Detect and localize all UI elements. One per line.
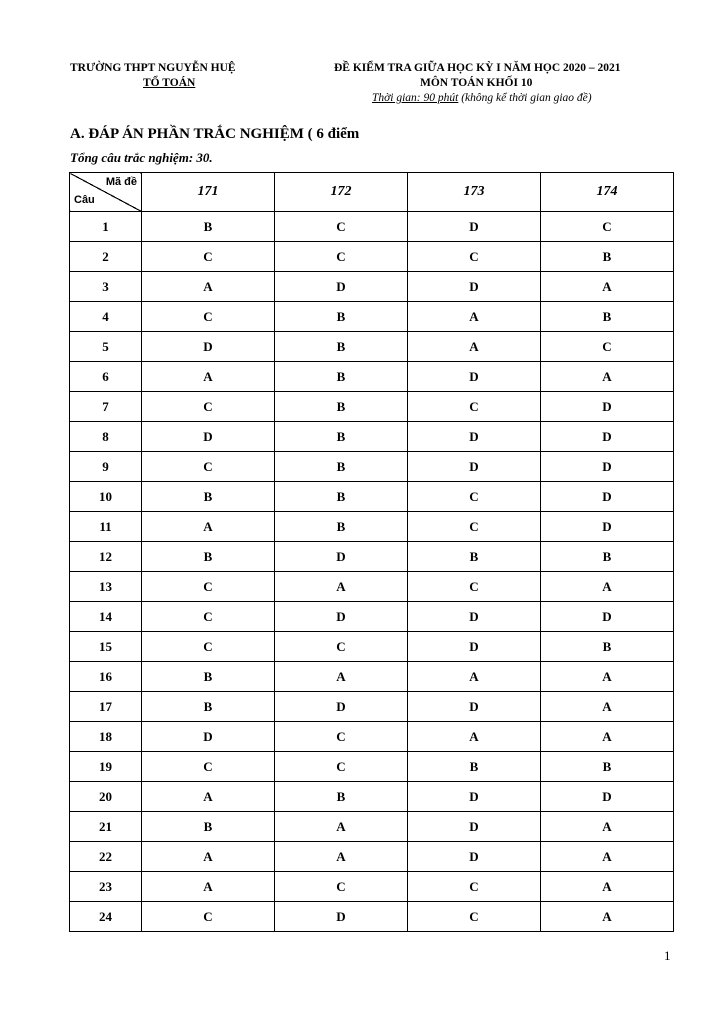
page-number: 1 xyxy=(664,948,671,963)
question-number: 6 xyxy=(70,362,142,392)
question-number: 11 xyxy=(70,512,142,542)
question-number: 18 xyxy=(70,722,142,752)
answer-cell: B xyxy=(541,542,674,572)
school-name: TRƯỜNG THPT NGUYỄN HUỆ xyxy=(70,62,236,74)
table-row xyxy=(70,542,674,572)
answer-cell: A xyxy=(541,842,674,872)
answer-cell: A xyxy=(275,842,408,872)
answer-cell: B xyxy=(275,482,408,512)
table-row xyxy=(70,482,674,512)
answer-cell: A xyxy=(142,842,275,872)
answer-cell: D xyxy=(541,782,674,812)
answer-cell: A xyxy=(541,362,674,392)
table-row xyxy=(70,422,674,452)
answer-cell: C xyxy=(275,722,408,752)
answer-cell: D xyxy=(408,632,541,662)
answer-cell: B xyxy=(408,752,541,782)
answer-cell: A xyxy=(541,872,674,902)
answer-cell: B xyxy=(142,812,275,842)
table-row xyxy=(70,452,674,482)
answer-cell: B xyxy=(541,752,674,782)
answer-cell: A xyxy=(408,332,541,362)
answer-cell: C xyxy=(275,212,408,242)
answer-cell: C xyxy=(142,392,275,422)
table-row xyxy=(70,692,674,722)
table-row xyxy=(70,662,674,692)
answer-cell: D xyxy=(142,332,275,362)
answer-cell: A xyxy=(541,812,674,842)
section-title: A. ĐÁP ÁN PHẦN TRẮC NGHIỆM ( 6 điểm xyxy=(70,126,360,142)
table-row xyxy=(70,782,674,812)
answer-cell: C xyxy=(275,752,408,782)
answer-cell: B xyxy=(275,422,408,452)
table-row xyxy=(70,842,674,872)
code-header: 173 xyxy=(408,173,541,212)
question-number: 19 xyxy=(70,752,142,782)
answer-cell: B xyxy=(275,302,408,332)
answer-cell: C xyxy=(275,632,408,662)
answer-cell: A xyxy=(541,572,674,602)
answer-cell: B xyxy=(142,542,275,572)
corner-label-code: Mã đề xyxy=(105,176,137,188)
table-row xyxy=(70,752,674,782)
question-number: 23 xyxy=(70,872,142,902)
answer-table-body xyxy=(70,212,674,932)
table-row xyxy=(70,632,674,662)
answer-cell: D xyxy=(541,452,674,482)
question-number: 12 xyxy=(70,542,142,572)
answer-cell: C xyxy=(408,482,541,512)
answer-table xyxy=(69,172,674,932)
question-number: 14 xyxy=(70,602,142,632)
table-row xyxy=(70,332,674,362)
question-number: 15 xyxy=(70,632,142,662)
answer-cell: A xyxy=(541,662,674,692)
answer-cell: D xyxy=(408,692,541,722)
answer-cell: B xyxy=(142,482,275,512)
table-row xyxy=(70,362,674,392)
answer-cell: D xyxy=(541,512,674,542)
answer-cell: A xyxy=(142,512,275,542)
answer-cell: B xyxy=(142,212,275,242)
table-row xyxy=(70,512,674,542)
answer-cell: B xyxy=(275,452,408,482)
answer-cell: D xyxy=(408,422,541,452)
answer-cell: C xyxy=(408,242,541,272)
question-number: 24 xyxy=(70,902,142,932)
table-row xyxy=(70,872,674,902)
answer-cell: D xyxy=(408,602,541,632)
table-row xyxy=(70,572,674,602)
answer-cell: B xyxy=(275,392,408,422)
answer-cell: D xyxy=(275,602,408,632)
table-row xyxy=(70,242,674,272)
code-header: 174 xyxy=(541,173,674,212)
answer-cell: B xyxy=(408,542,541,572)
table-row xyxy=(70,212,674,242)
answer-cell: D xyxy=(541,422,674,452)
table-row xyxy=(70,902,674,932)
total-questions: Tổng câu trắc nghiệm: 30. xyxy=(70,150,213,165)
answer-cell: A xyxy=(408,662,541,692)
exam-time-note: (không kể thời gian giao đề) xyxy=(458,92,592,104)
answer-cell: C xyxy=(142,302,275,332)
answer-cell: C xyxy=(142,752,275,782)
question-number: 8 xyxy=(70,422,142,452)
answer-cell: D xyxy=(142,722,275,752)
answer-cell: C xyxy=(275,872,408,902)
answer-cell: C xyxy=(275,242,408,272)
answer-cell: C xyxy=(408,872,541,902)
answer-cell: C xyxy=(541,212,674,242)
answer-cell: A xyxy=(142,782,275,812)
answer-cell: A xyxy=(408,722,541,752)
table-header-row xyxy=(70,173,674,212)
question-number: 4 xyxy=(70,302,142,332)
answer-cell: A xyxy=(142,272,275,302)
answer-cell: C xyxy=(142,632,275,662)
answer-cell: C xyxy=(408,902,541,932)
answer-cell: C xyxy=(541,332,674,362)
answer-cell: D xyxy=(275,272,408,302)
question-number: 3 xyxy=(70,272,142,302)
answer-cell: D xyxy=(275,692,408,722)
table-row xyxy=(70,812,674,842)
answer-cell: B xyxy=(275,332,408,362)
answer-cell: B xyxy=(275,362,408,392)
exam-time xyxy=(372,92,592,104)
code-header: 171 xyxy=(142,173,275,212)
answer-cell: D xyxy=(408,842,541,872)
question-number: 2 xyxy=(70,242,142,272)
question-number: 1 xyxy=(70,212,142,242)
answer-cell: C xyxy=(408,512,541,542)
table-row xyxy=(70,602,674,632)
department-name: TỔ TOÁN xyxy=(143,77,196,89)
answer-cell: D xyxy=(408,782,541,812)
table-row xyxy=(70,392,674,422)
question-number: 16 xyxy=(70,662,142,692)
answer-cell: C xyxy=(408,392,541,422)
answer-cell: D xyxy=(541,392,674,422)
answer-cell: A xyxy=(275,572,408,602)
question-number: 17 xyxy=(70,692,142,722)
subject-title: MÔN TOÁN KHỐI 10 xyxy=(420,77,533,89)
question-number: 21 xyxy=(70,812,142,842)
answer-cell: B xyxy=(142,662,275,692)
answer-cell: A xyxy=(142,872,275,902)
answer-cell: C xyxy=(142,572,275,602)
answer-cell: D xyxy=(408,212,541,242)
answer-cell: B xyxy=(275,782,408,812)
question-number: 13 xyxy=(70,572,142,602)
answer-cell: A xyxy=(541,272,674,302)
answer-cell: D xyxy=(541,482,674,512)
question-number: 7 xyxy=(70,392,142,422)
answer-cell: B xyxy=(275,512,408,542)
table-corner-cell xyxy=(70,173,142,212)
answer-cell: D xyxy=(408,812,541,842)
table-row xyxy=(70,722,674,752)
table-row xyxy=(70,272,674,302)
answer-cell: C xyxy=(142,452,275,482)
question-number: 5 xyxy=(70,332,142,362)
answer-cell: C xyxy=(142,602,275,632)
answer-cell: A xyxy=(275,812,408,842)
exam-time-duration: Thời gian: 90 phút xyxy=(372,92,459,104)
answer-cell: D xyxy=(408,362,541,392)
answer-cell: B xyxy=(142,692,275,722)
corner-label-question: Câu xyxy=(74,194,95,206)
answer-cell: C xyxy=(408,572,541,602)
answer-cell: D xyxy=(408,452,541,482)
answer-cell: A xyxy=(408,302,541,332)
question-number: 20 xyxy=(70,782,142,812)
answer-cell: A xyxy=(275,662,408,692)
question-number: 22 xyxy=(70,842,142,872)
answer-cell: D xyxy=(408,272,541,302)
answer-cell: D xyxy=(541,602,674,632)
table-row xyxy=(70,302,674,332)
answer-cell: A xyxy=(541,692,674,722)
question-number: 9 xyxy=(70,452,142,482)
question-number: 10 xyxy=(70,482,142,512)
answer-cell: B xyxy=(541,632,674,662)
answer-cell: C xyxy=(142,902,275,932)
answer-cell: C xyxy=(142,242,275,272)
answer-cell: D xyxy=(275,902,408,932)
exam-title: ĐỀ KIỂM TRA GIỮA HỌC KỲ I NĂM HỌC 2020 – 2021 xyxy=(334,62,621,74)
answer-cell: B xyxy=(541,302,674,332)
answer-cell: D xyxy=(142,422,275,452)
answer-cell: D xyxy=(275,542,408,572)
answer-cell: A xyxy=(541,902,674,932)
answer-cell: B xyxy=(541,242,674,272)
code-header: 172 xyxy=(275,173,408,212)
answer-cell: A xyxy=(541,722,674,752)
answer-cell: A xyxy=(142,362,275,392)
